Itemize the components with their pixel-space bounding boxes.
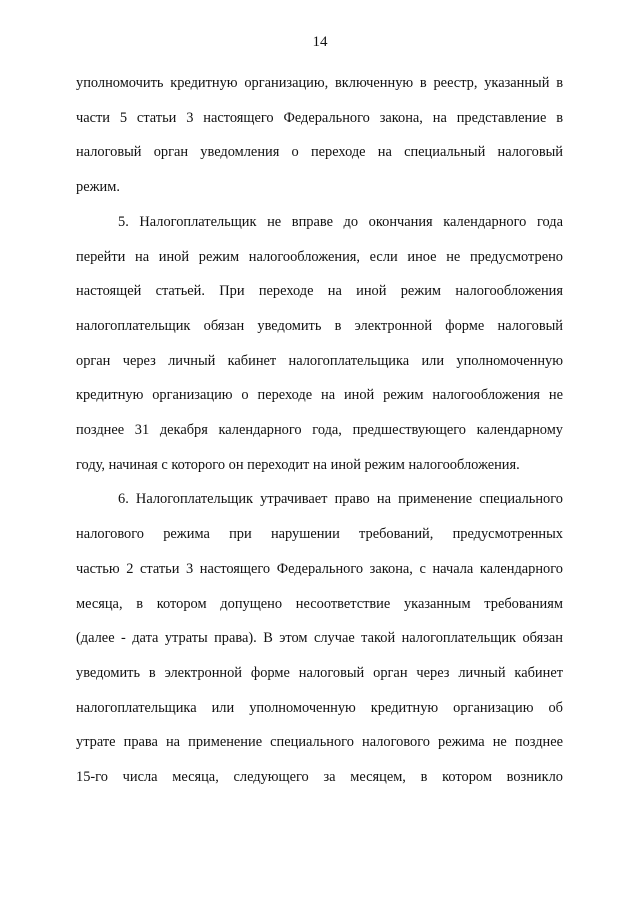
text-line: налоговый орган уведомления о переходе на специальный налоговый xyxy=(76,144,563,161)
text-line: 15-го числа месяца, следующего за месяцем, в котором возникло xyxy=(76,769,563,786)
text-line: уполномочить кредитную организацию, включенную в реестр, указанный в xyxy=(76,75,563,91)
text-line: частью 2 статьи 3 настоящего Федерального закона, с начала календарного xyxy=(76,560,563,577)
text-line: налогоплательщика или уполномоченную кредитную организацию об xyxy=(76,699,563,716)
text-line: 5. Налогоплательщик не вправе до окончания календарного года xyxy=(118,213,563,230)
paragraph-continuation xyxy=(76,66,563,205)
text-line: перейти на иной режим налогообложения, если иное не предусмотрено xyxy=(76,248,563,265)
text-line: кредитную организацию о переходе на иной режим налогообложения не xyxy=(76,387,563,404)
paragraph-item-5 xyxy=(76,205,563,483)
text-line: (далее - дата утраты права). В этом случае такой налогоплательщик обязан xyxy=(76,630,563,647)
text-line: позднее 31 декабря календарного года, предшествующего календарному xyxy=(76,422,563,439)
document-body xyxy=(76,66,563,795)
text-line: налогоплательщик обязан уведомить в электронной форме налоговый xyxy=(76,317,563,334)
text-line: 6. Налогоплательщик утрачивает право на применение специального xyxy=(118,491,563,508)
text-line: налогового режима при нарушении требований, предусмотренных xyxy=(76,526,563,543)
text-line: году, начиная с которого он переходит на иной режим налогообложения. xyxy=(76,456,520,473)
page-number: 14 xyxy=(312,34,328,50)
paragraph-item-6 xyxy=(76,482,563,794)
text-line: уведомить в электронной форме налоговый орган через личный кабинет xyxy=(76,664,563,681)
text-line: части 5 статьи 3 настоящего Федерального закона, на представление в xyxy=(76,109,563,126)
text-line: режим. xyxy=(76,179,120,196)
text-line: настоящей статьей. При переходе на иной режим налогообложения xyxy=(76,283,563,300)
text-line: орган через личный кабинет налогоплательщика или уполномоченную xyxy=(76,352,563,369)
text-line: месяца, в котором допущено несоответствие указанным требованиям xyxy=(76,595,563,612)
text-line: утрате права на применение специального налогового режима не позднее xyxy=(76,734,563,751)
